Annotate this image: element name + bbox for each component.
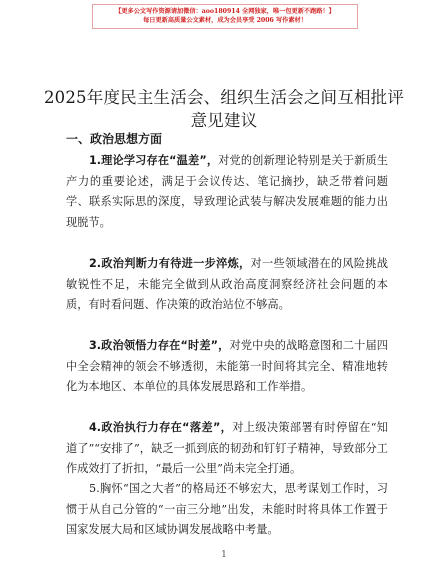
paragraph-5-body: 5.胸怀“国之大者”的格局还不够宏大，思考谋划工作时，习惯于从自己分管的“一亩三分地”出发，未能时时将具体工作置于国家发展大局和区域协调发展战略中考量。 xyxy=(66,482,388,536)
paragraph-5 xyxy=(66,479,388,541)
promo-banner-line-2: 每日更新高质量公文素材，成为会员享受 2006 写作素材！ xyxy=(143,17,307,24)
promo-banner xyxy=(92,4,358,29)
paragraph-3-lead: 3.政治领悟力存在“时差”， xyxy=(89,339,230,352)
section-heading: 一、政治思想方面 xyxy=(66,132,163,146)
paragraph-4-lead: 4.政治执行力存在“落差”， xyxy=(89,421,233,434)
paragraph-4 xyxy=(66,418,388,480)
paragraph-2-lead: 2.政治判断力有待进一步淬炼， xyxy=(89,257,251,270)
paragraph-3 xyxy=(66,336,388,398)
paragraph-1-lead: 1.理论学习存在“温差”， xyxy=(89,154,219,167)
promo-banner-line-1: 【更多公文写作资源请加微信：aoo180914 全网独家，唯一包更新不跑路！】 xyxy=(115,8,335,15)
paragraph-4-body: 对上级决策部署有时停留在“知道了”“安排了”，缺乏一抓到底的韧劲和钉钉子精神，导致部分工作成效打了折扣，“最后一公里”尚未完全打通。 xyxy=(66,421,388,475)
paragraph-2-body: 对一些领域潜在的风险挑战敏锐性不足，未能完全做到从政治高度洞察经济社会问题的本质，有时看问题、作决策的政治站位不够高。 xyxy=(66,257,388,311)
document-title: 2025年度民主生活会、组织生活会之间互相批评意见建议 xyxy=(43,88,405,130)
paragraph-1 xyxy=(66,151,388,233)
page-number: 1 xyxy=(221,550,227,560)
paragraph-1-body: 对党的创新理论特别是关于新质生产力的重要论述，满足于会议传达、笔记摘抄，缺乏带着问题学、联系实际思的深度，导致理论武装与解决发展难题的能力出现脱节。 xyxy=(66,154,388,229)
paragraph-3-body: 对党中央的战略意图和二十届四中全会精神的领会不够透彻，未能第一时间将其完全、精准地转化为本地区、本单位的具体发展思路和工作举措。 xyxy=(66,339,388,393)
paragraph-2 xyxy=(66,254,388,316)
